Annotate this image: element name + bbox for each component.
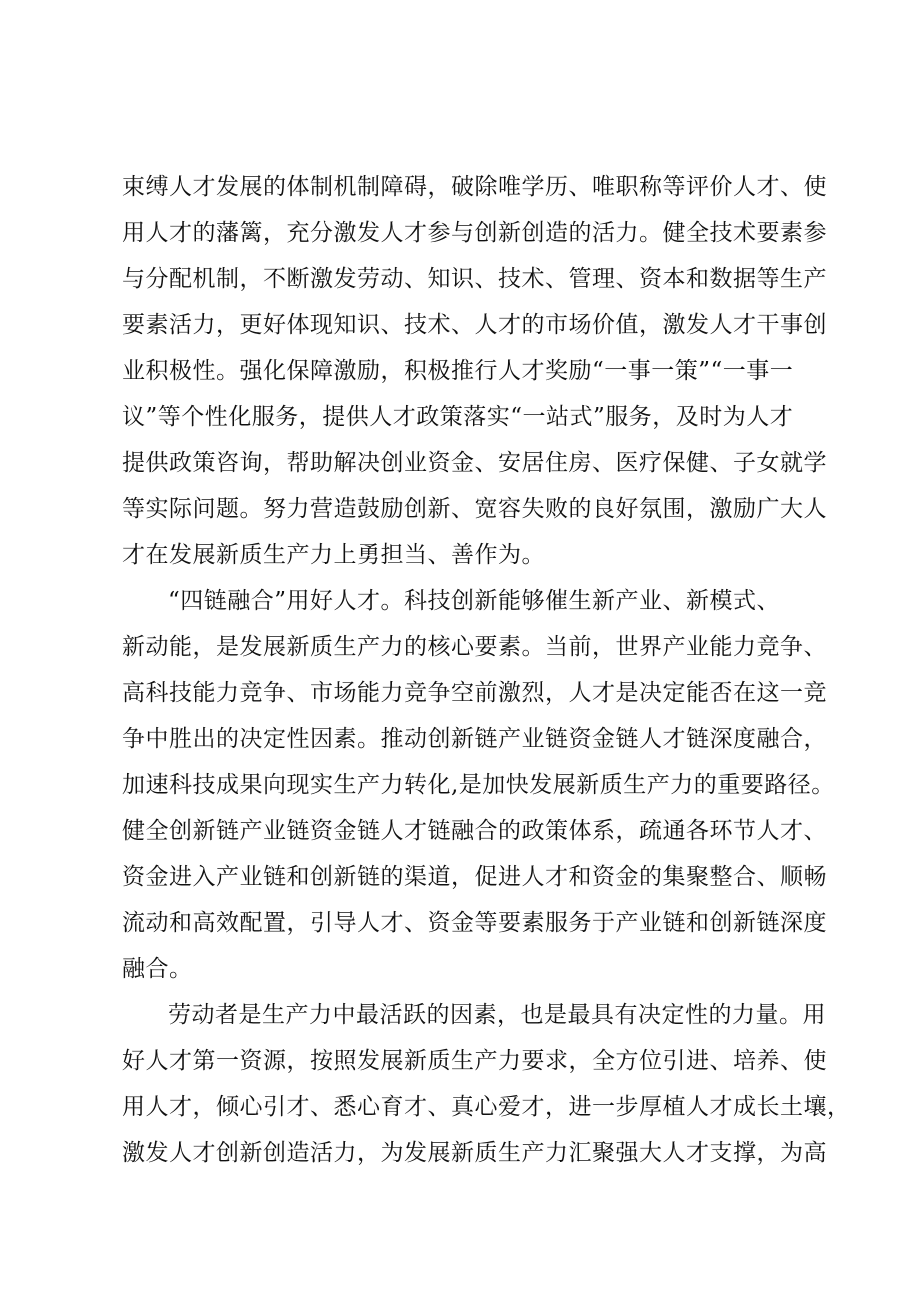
text-line: 与分配机制，不断激发劳动、知识、技术、管理、资本和数据等生产	[122, 266, 827, 292]
text-line: 用人才的藩篱，充分激发人才参与创新创造的活力。健全技术要素参	[122, 220, 827, 246]
text-line: 激发人才创新创造活力，为发展新质生产力汇聚强大人才支撑，为高	[122, 1140, 827, 1166]
text-line: 融合。	[122, 956, 193, 982]
text-line: 议”等个性化服务，提供人才政策落实“一站式”服务，及时为人才	[122, 404, 794, 430]
text-line: 束缚人才发展的体制机制障碍，破除唯学历、唯职称等评价人才、使	[122, 174, 827, 200]
paragraph-1	[122, 164, 827, 578]
text-line: 劳动者是生产力中最活跃的因素，也是最具有决定性的力量。用	[168, 1002, 826, 1028]
paragraph-2	[122, 578, 835, 992]
text-line: 要素活力，更好体现知识、技术、人才的市场价值，激发人才干事创	[122, 312, 827, 338]
text-line: 流动和高效配置，引导人才、资金等要素服务于产业链和创新链深度	[122, 910, 827, 936]
paragraph-3	[122, 992, 851, 1176]
text-line: 才在发展新质生产力上勇担当、善作为。	[122, 542, 545, 568]
text-line: “四链融合”用好人才。科技创新能够催生新产业、新模式、	[168, 588, 781, 614]
text-line: 争中胜出的决定性因素。推动创新链产业链资金链人才链深度融合，	[122, 726, 827, 752]
text-line: 健全创新链产业链资金链人才链融合的政策体系，疏通各环节人才、	[122, 818, 827, 844]
text-line: 用人才，倾心引才、悉心育才、真心爱才，进一步厚植人才成长土壤，	[122, 1094, 851, 1120]
text-line: 业积极性。强化保障激励，积极推行人才奖励“一事一策”“一事一	[122, 358, 794, 384]
text-line: 等实际问题。努力营造鼓励创新、宽容失败的良好氛围，激励广大人	[122, 496, 827, 522]
body-text	[122, 164, 851, 1176]
text-line: 提供政策咨询，帮助解决创业资金、安居住房、医疗保健、子女就学	[122, 450, 827, 476]
text-line: 好人才第一资源，按照发展新质生产力要求，全方位引进、培养、使	[122, 1048, 827, 1074]
text-line: 新动能，是发展新质生产力的核心要素。当前，世界产业能力竞争、	[122, 634, 827, 660]
text-line: 加速科技成果向现实生产力转化,是加快发展新质生产力的重要路径。	[122, 772, 835, 798]
text-line: 资金进入产业链和创新链的渠道，促进人才和资金的集聚整合、顺畅	[122, 864, 827, 890]
text-line: 高科技能力竞争、市场能力竞争空前激烈，人才是决定能否在这一竞	[122, 680, 827, 706]
